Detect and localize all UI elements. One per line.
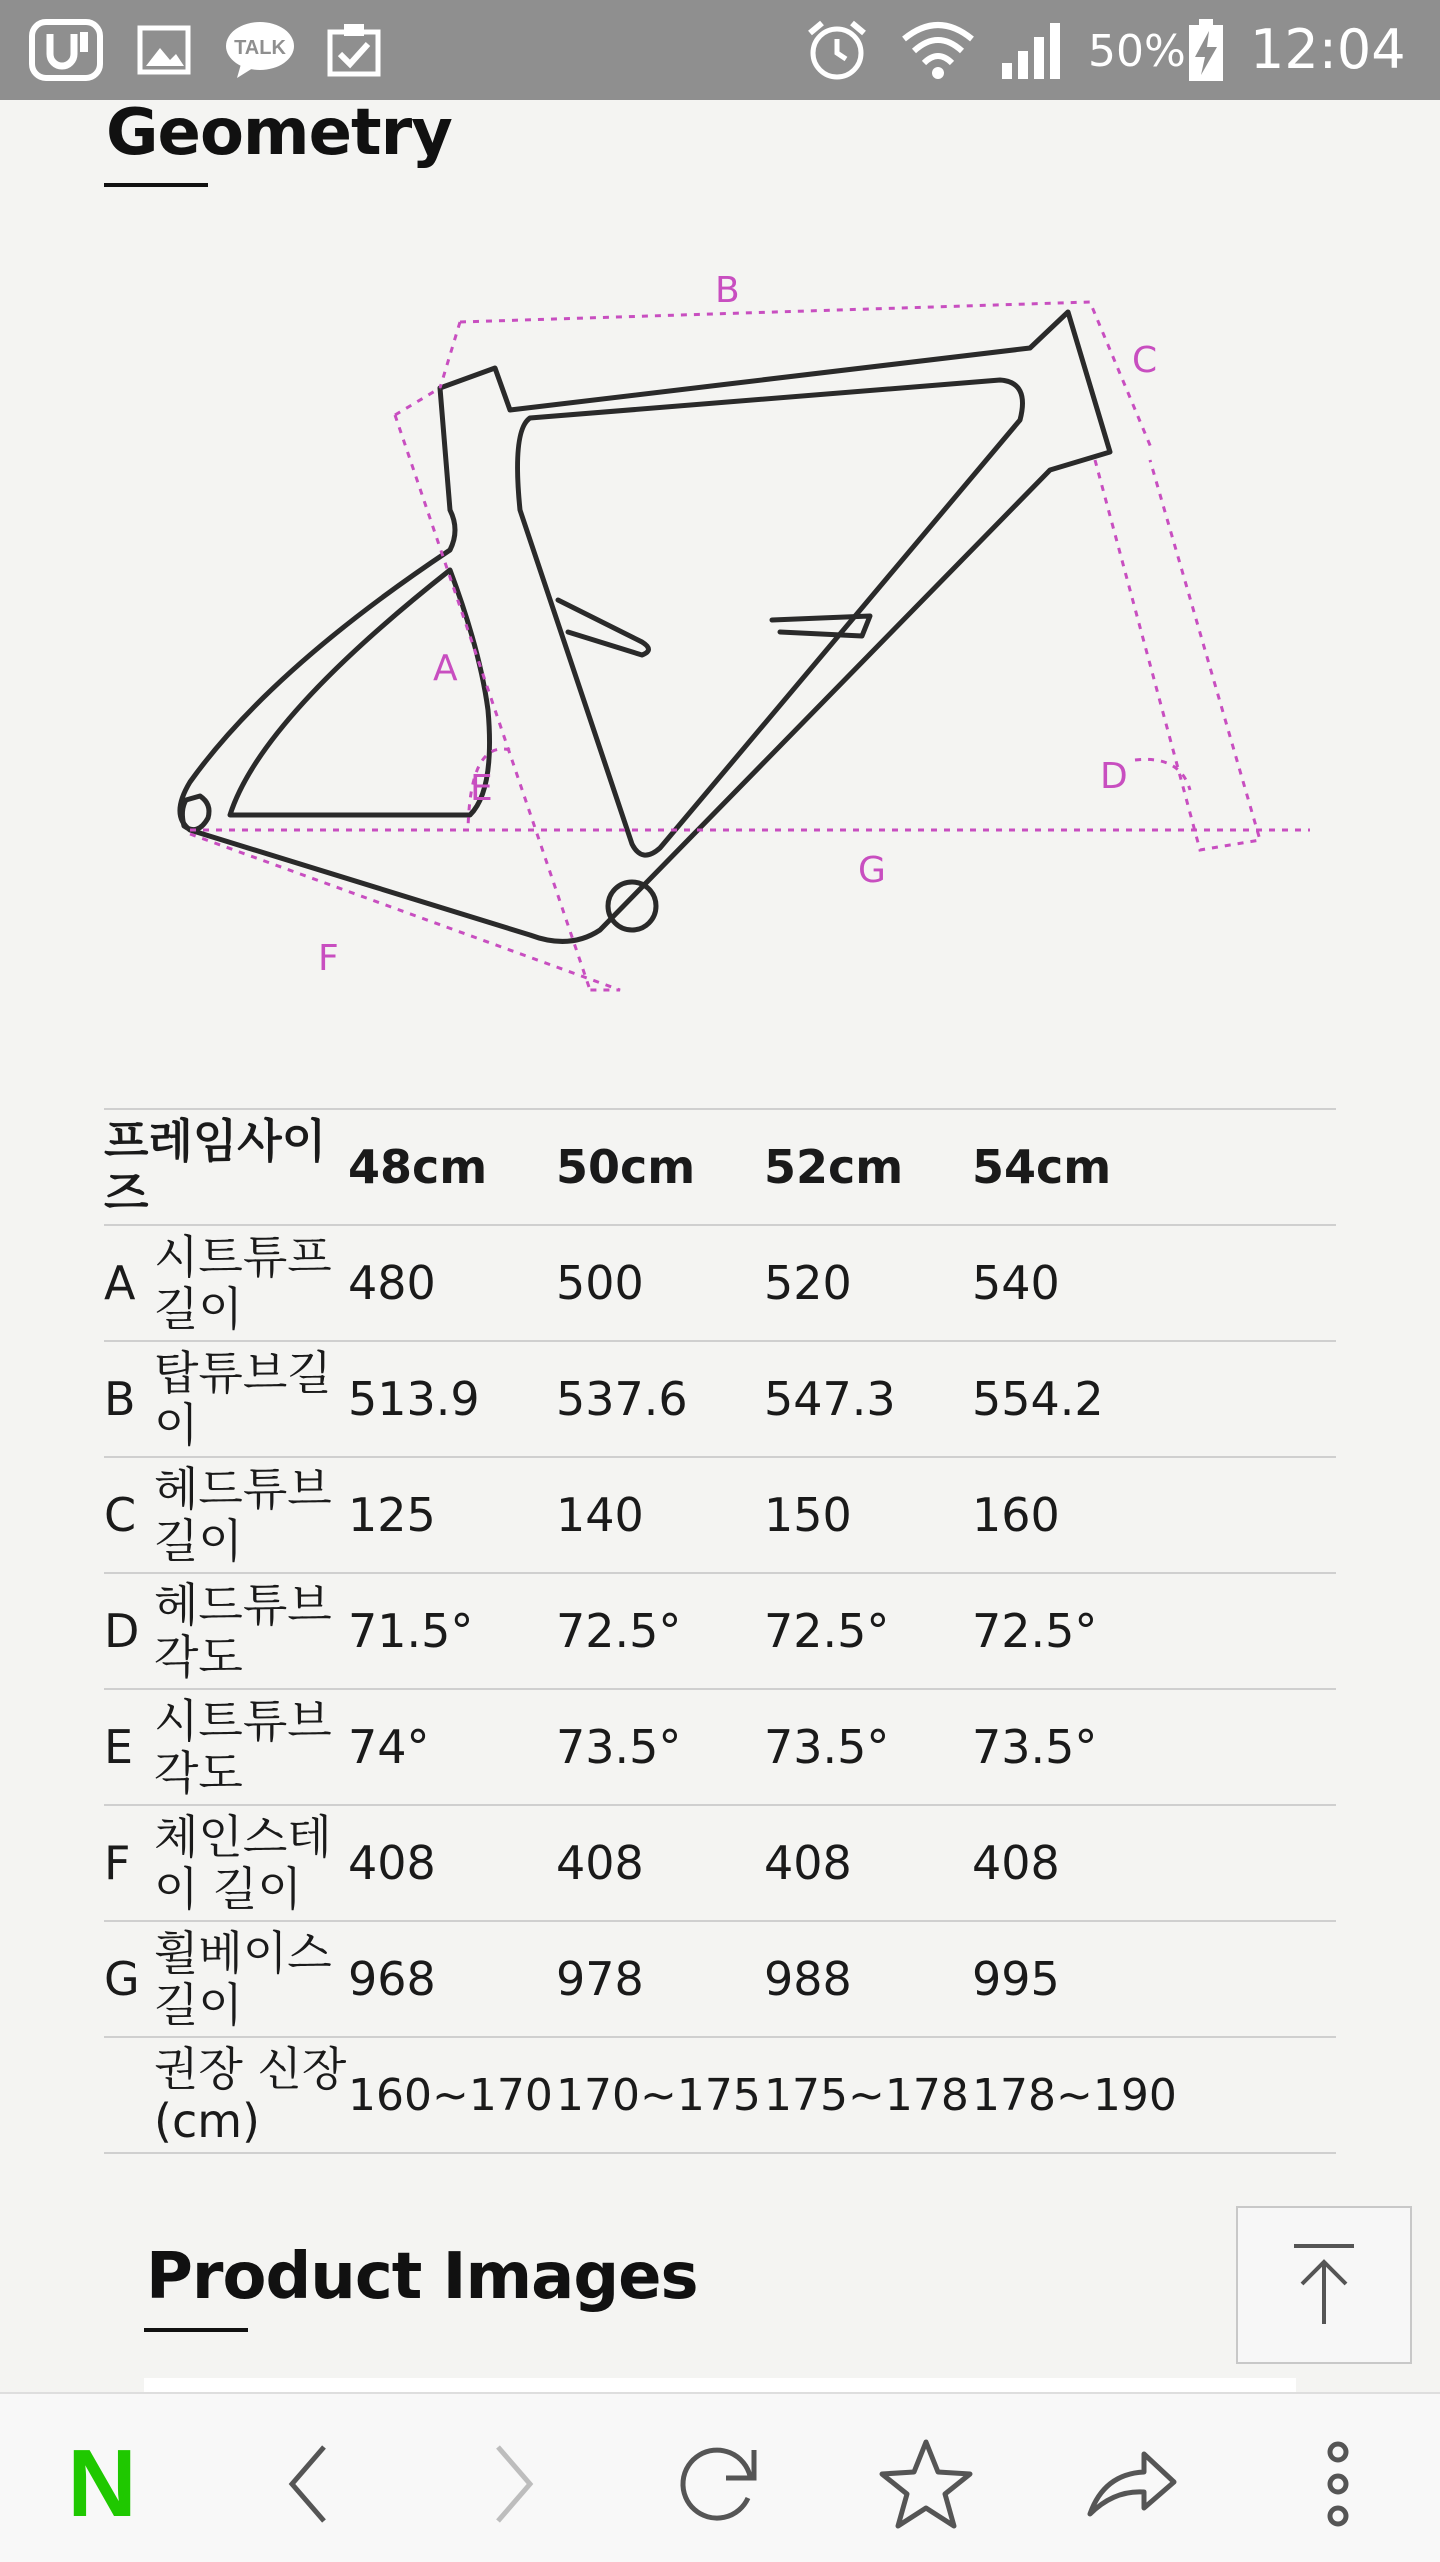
header-size: 52cm — [764, 1109, 972, 1225]
battery-percent: 50% — [1088, 26, 1186, 77]
scroll-to-top-button[interactable] — [1236, 2206, 1412, 2364]
geometry-title-underline — [104, 183, 208, 187]
bike-frame-diagram — [150, 270, 1330, 1020]
row-letter: C — [104, 1457, 154, 1573]
cell-value: 74° — [348, 1689, 556, 1805]
row-letter: B — [104, 1341, 154, 1457]
diagram-label-a: A — [433, 648, 458, 689]
signal-icon — [996, 18, 1072, 82]
cell-value: 73.5° — [972, 1689, 1336, 1805]
table-row — [104, 2037, 1336, 2153]
row-letter: D — [104, 1573, 154, 1689]
cell-value: 554.2 — [972, 1341, 1336, 1457]
row-letter: A — [104, 1225, 154, 1341]
refresh-button[interactable] — [668, 2434, 768, 2534]
row-name: 시트튜프 길이 — [154, 1225, 348, 1341]
table-header-row — [104, 1109, 1336, 1225]
back-button[interactable] — [258, 2434, 358, 2534]
cell-value: 140 — [556, 1457, 764, 1573]
refresh-icon — [670, 2436, 766, 2532]
row-letter — [104, 2037, 154, 2153]
cell-value: 988 — [764, 1921, 972, 2037]
cell-value: 547.3 — [764, 1341, 972, 1457]
cell-value: 480 — [348, 1225, 556, 1341]
cell-value: 175~178 — [764, 2037, 972, 2153]
table-row — [104, 1457, 1336, 1573]
cell-value: 968 — [348, 1921, 556, 2037]
star-icon — [878, 2436, 974, 2532]
diagram-label-e: E — [470, 768, 493, 809]
cell-value: 408 — [348, 1805, 556, 1921]
wifi-icon — [900, 18, 976, 82]
row-name: 휠베이스 길이 — [154, 1921, 348, 2037]
diagram-label-f: F — [318, 938, 339, 979]
cell-value: 995 — [972, 1921, 1336, 2037]
cell-value: 513.9 — [348, 1341, 556, 1457]
kakaotalk-icon — [222, 18, 298, 82]
battery-charging-icon — [1186, 18, 1226, 82]
chevron-left-icon — [278, 2439, 338, 2529]
table-row — [104, 1921, 1336, 2037]
share-arrow-icon — [1084, 2444, 1180, 2524]
table-row — [104, 1225, 1336, 1341]
table-row — [104, 1573, 1336, 1689]
more-vertical-icon — [1318, 2436, 1358, 2532]
cell-value: 71.5° — [348, 1573, 556, 1689]
diagram-label-g: G — [858, 850, 886, 891]
status-bar — [0, 0, 1440, 100]
table-row — [104, 1805, 1336, 1921]
row-name: 헤드튜브 길이 — [154, 1457, 348, 1573]
cell-value: 73.5° — [764, 1689, 972, 1805]
cell-value: 170~175 — [556, 2037, 764, 2153]
cell-value: 73.5° — [556, 1689, 764, 1805]
clipboard-check-icon — [322, 18, 386, 82]
cell-value: 537.6 — [556, 1341, 764, 1457]
alarm-icon — [802, 18, 872, 82]
header-frame-size: 프레임사이즈 — [104, 1109, 348, 1225]
cell-value: 500 — [556, 1225, 764, 1341]
diagram-label-d: D — [1100, 756, 1128, 797]
chevron-right-icon — [484, 2439, 544, 2529]
product-images-title: Product Images — [146, 2240, 698, 2314]
gallery-icon — [134, 18, 194, 82]
geometry-table — [104, 1108, 1336, 2154]
bookmark-button[interactable] — [876, 2434, 976, 2534]
cell-value: 408 — [972, 1805, 1336, 1921]
uplus-icon — [26, 18, 106, 82]
share-button[interactable] — [1082, 2434, 1182, 2534]
cell-value: 72.5° — [556, 1573, 764, 1689]
cell-value: 540 — [972, 1225, 1336, 1341]
row-letter: F — [104, 1805, 154, 1921]
naver-logo: N — [67, 2430, 137, 2537]
forward-button[interactable] — [464, 2434, 564, 2534]
cell-value: 160 — [972, 1457, 1336, 1573]
clock: 12:04 — [1250, 18, 1406, 81]
arrow-up-to-top-icon — [1284, 2240, 1364, 2330]
cell-value: 125 — [348, 1457, 556, 1573]
product-images-title-underline — [144, 2328, 248, 2332]
header-size: 54cm — [972, 1109, 1336, 1225]
geometry-title: Geometry — [106, 96, 452, 170]
cell-value: 408 — [556, 1805, 764, 1921]
row-name: 시트튜브 각도 — [154, 1689, 348, 1805]
cell-value: 72.5° — [764, 1573, 972, 1689]
browser-bottom-nav — [0, 2392, 1440, 2562]
row-name: 탑튜브길이 — [154, 1341, 348, 1457]
diagram-label-c: C — [1132, 340, 1158, 381]
cell-value: 408 — [764, 1805, 972, 1921]
row-name: 헤드튜브 각도 — [154, 1573, 348, 1689]
table-row — [104, 1689, 1336, 1805]
svg-text:TALK: TALK — [234, 37, 286, 59]
naver-home-button[interactable] — [52, 2430, 152, 2537]
table-row — [104, 1341, 1336, 1457]
cell-value: 160~170 — [348, 2037, 556, 2153]
diagram-label-b: B — [715, 270, 740, 311]
row-letter: E — [104, 1689, 154, 1805]
row-name: 체인스테이 길이 — [154, 1805, 348, 1921]
more-menu-button[interactable] — [1288, 2434, 1388, 2534]
row-name: 권장 신장 (cm) — [154, 2037, 348, 2153]
row-letter: G — [104, 1921, 154, 2037]
cell-value: 178~190 — [972, 2037, 1336, 2153]
header-size: 48cm — [348, 1109, 556, 1225]
cell-value: 72.5° — [972, 1573, 1336, 1689]
cell-value: 978 — [556, 1921, 764, 2037]
header-size: 50cm — [556, 1109, 764, 1225]
cell-value: 150 — [764, 1457, 972, 1573]
cell-value: 520 — [764, 1225, 972, 1341]
